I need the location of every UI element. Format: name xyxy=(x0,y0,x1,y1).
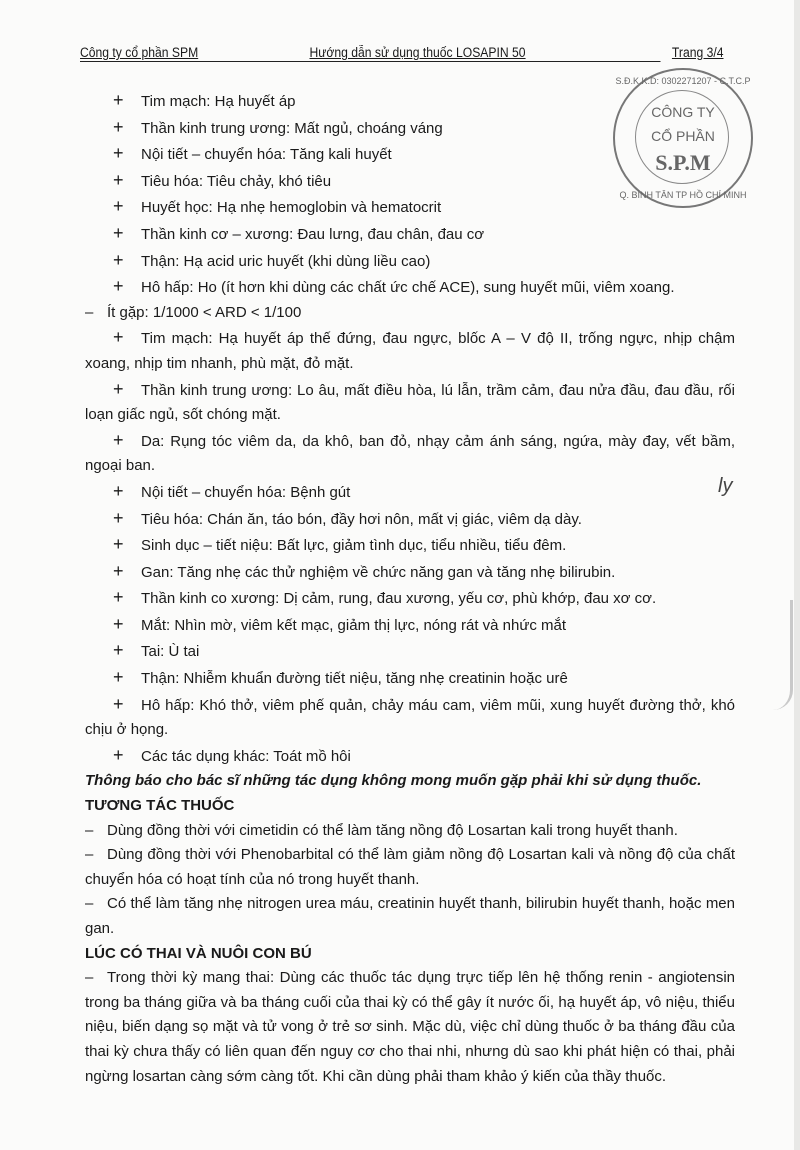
list-item: + Da: Rụng tóc viêm da, da khô, ban đỏ, nhạy cảm ánh sáng, ngứa, mày đay, vết bầm, ngoại ban. xyxy=(85,429,735,475)
list-item: + Thần kinh trung ương: Mất ngủ, choáng váng xyxy=(85,115,735,142)
plus-bullet-icon: + xyxy=(113,587,124,608)
plus-bullet-icon: + xyxy=(113,378,124,399)
handwritten-initials: ly xyxy=(718,475,733,497)
plus-bullet-icon: + xyxy=(113,196,124,217)
list-item: + Thận: Hạ acid uric huyết (khi dùng liều cao) xyxy=(85,248,735,275)
stamp-line-1: CÔNG TY xyxy=(651,104,715,120)
header-company: Công ty cổ phần SPM xyxy=(80,45,199,60)
list-item: – Dùng đồng thời với cimetidin có thể làm tăng nồng độ Losartan kali trong huyết thanh. xyxy=(85,819,735,844)
plus-bullet-icon: + xyxy=(113,534,124,555)
list-item: + Thận: Nhiễm khuẩn đường tiết niệu, tăng nhẹ creatinin hoặc urê xyxy=(85,665,735,692)
list-item: + Sinh dục – tiết niệu: Bất lực, giảm tình dục, tiểu nhiều, tiểu đêm. xyxy=(85,532,735,559)
list-item: + Mắt: Nhìn mờ, viêm kết mạc, giảm thị lực, nóng rát và nhức mắt xyxy=(85,612,735,639)
notice-text: Thông báo cho bác sĩ những tác dụng không mong muốn gặp phải khi sử dụng thuốc. xyxy=(85,772,702,790)
plus-bullet-icon: + xyxy=(113,143,124,164)
list-item: + Tiêu hóa: Chán ăn, táo bón, đầy hơi nôn, mất vị giác, viêm dạ dày. xyxy=(85,506,735,533)
plus-bullet-icon: + xyxy=(113,480,124,501)
list-item: + Thần kinh cơ – xương: Đau lưng, đau chân, đau cơ xyxy=(85,221,735,248)
page-header xyxy=(80,45,724,62)
list-item: + Gan: Tăng nhẹ các thử nghiệm về chức năng gan và tăng nhẹ bilirubin. xyxy=(85,559,735,586)
stamp-ring-bottom-text: Q. BÌNH TÂN TP HỒ CHÍ MINH xyxy=(619,190,747,200)
dash-bullet-icon: – xyxy=(85,895,94,913)
plus-bullet-icon: + xyxy=(113,249,124,270)
list-item: + Thần kinh co xương: Dị cảm, rung, đau xương, yếu cơ, phù khớp, đau xơ cơ. xyxy=(85,585,735,612)
plus-bullet-icon: + xyxy=(113,693,124,714)
list-item: + Hô hấp: Ho (ít hơn khi dùng các chất ức chế ACE), sung huyết mũi, viêm xoang. xyxy=(85,274,735,301)
section-heading-pregnancy: LÚC CÓ THAI VÀ NUÔI CON BÚ xyxy=(85,944,312,962)
list-item: + Tim mạch: Hạ huyết áp thế đứng, đau ngực, blốc A – V độ II, trống ngực, nhịp chậm xoang, nhịp tim nhanh, phù mặt, đỏ mặt. xyxy=(85,327,735,372)
stamp-ring-top-text: S.Đ.K.K.D: 0302271207 - C.T.C.P xyxy=(615,76,751,86)
plus-bullet-icon: + xyxy=(113,169,124,190)
stamp-line-2: CỔ PHẦN xyxy=(651,128,715,144)
list-item: + Tiêu hóa: Tiêu chảy, khó tiêu xyxy=(85,168,735,195)
list-item: – Dùng đồng thời với Phenobarbital có thể làm giảm nồng độ Losartan kali và nồng độ của chất chuyển hóa có hoạt tính của nó trong huyết thanh. xyxy=(85,843,735,892)
section-heading-interactions: TƯƠNG TÁC THUỐC xyxy=(85,797,235,815)
plus-bullet-icon: + xyxy=(113,222,124,243)
dash-bullet-icon: – xyxy=(85,969,94,987)
dash-bullet-icon: – xyxy=(85,846,94,864)
list-item: + Tim mạch: Hạ huyết áp xyxy=(85,88,735,115)
plus-bullet-icon: + xyxy=(113,613,124,634)
stamp-line-3: S.P.M xyxy=(655,150,711,175)
plus-bullet-icon: + xyxy=(113,429,124,450)
list-item: + Hô hấp: Khó thở, viêm phế quản, chảy máu cam, viêm mũi, xung huyết đường thở, khó chịu ở họng. xyxy=(85,693,735,739)
document-body xyxy=(85,88,735,1089)
binding-edge-artifact xyxy=(770,600,793,710)
header-title: Hướng dẫn sử dụng thuốc LOSAPIN 50 xyxy=(309,45,526,60)
plus-bullet-icon: + xyxy=(113,327,124,348)
header-page-number: Trang 3/4 xyxy=(671,45,724,60)
plus-bullet-icon: + xyxy=(113,560,124,581)
dash-bullet-icon: – xyxy=(85,821,94,839)
list-item: – Trong thời kỳ mang thai: Dùng các thuốc tác dụng trực tiếp lên hệ thống renin - angiotensin trong ba tháng giữa và ba tháng cuối của thai kỳ có thể gây ít nước ối, hạ huyết áp, vô niệu, thiểu niệu, biến dạng sọ mặt và tử vong ở trẻ sơ sinh. Mặc dù, việc chỉ dùng thuốc ở ba tháng đầu của thai kỳ chưa thấy có liên quan đến nguy cơ cho thai nhi, nhưng dù sao khi phát hiện có thai, phải ngừng losartan càng sớm càng tốt. Khi cần dùng phải tham khảo ý kiến của thầy thuốc. xyxy=(85,966,735,1089)
list-item: + Các tác dụng khác: Toát mồ hôi xyxy=(85,743,735,770)
dash-bullet-icon: – xyxy=(85,303,94,321)
list-item: – Có thể làm tăng nhẹ nitrogen urea máu, creatinin huyết thanh, bilirubin huyết thanh, hoặc men gan. xyxy=(85,892,735,941)
list-item: + Tai: Ù tai xyxy=(85,638,735,665)
plus-bullet-icon: + xyxy=(113,276,124,297)
uncommon-heading: – Ít gặp: 1/1000 < ARD < 1/100 xyxy=(85,301,735,326)
list-item: + Huyết học: Hạ nhẹ hemoglobin và hematocrit xyxy=(85,194,735,221)
plus-bullet-icon: + xyxy=(113,90,124,110)
plus-bullet-icon: + xyxy=(113,667,124,688)
plus-bullet-icon: + xyxy=(113,744,124,765)
plus-bullet-icon: + xyxy=(113,640,124,661)
plus-bullet-icon: + xyxy=(113,507,124,528)
list-item: + Nội tiết – chuyển hóa: Tăng kali huyết xyxy=(85,141,735,168)
plus-bullet-icon: + xyxy=(113,116,124,137)
page-edge-shadow xyxy=(794,0,800,1150)
list-item: + Nội tiết – chuyển hóa: Bệnh gút xyxy=(85,479,735,506)
list-item: + Thần kinh trung ương: Lo âu, mất điều hòa, lú lẫn, trầm cảm, đau nửa đầu, đau đầu, rối loạn giấc ngủ, sốt chóng mặt. xyxy=(85,378,735,424)
